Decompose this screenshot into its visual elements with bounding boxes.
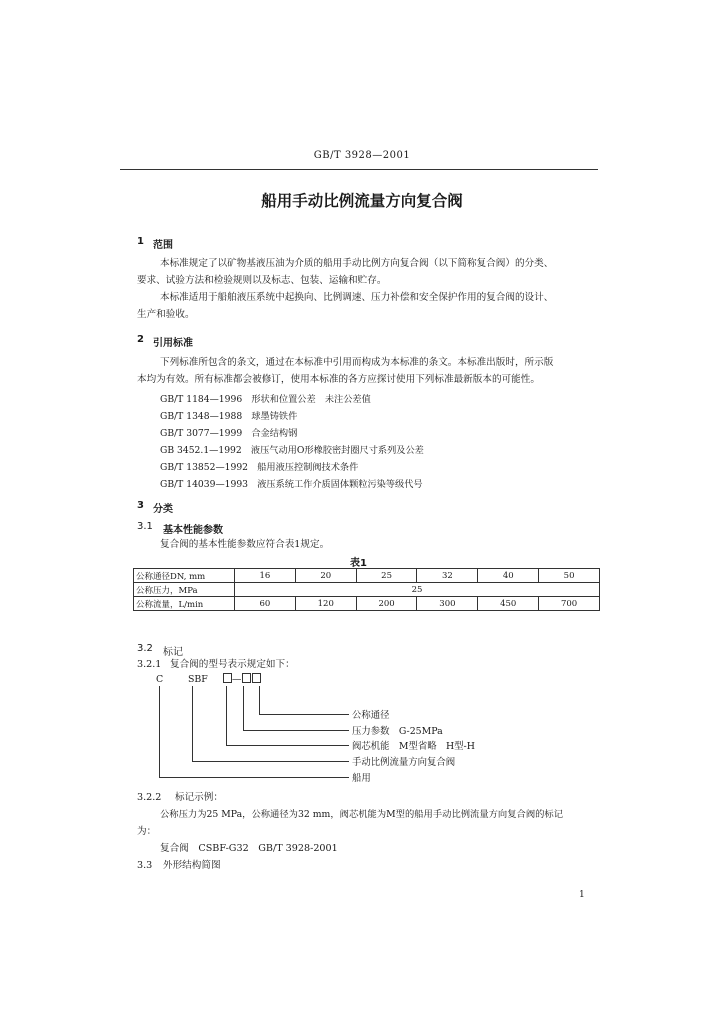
leader-line [259, 714, 349, 715]
leader-line [159, 777, 349, 778]
model-label: 手动比例流量方向复合阀 [352, 757, 456, 768]
section-1-heading: 范围 [153, 240, 173, 251]
model-label: 船用 [352, 773, 371, 784]
table-row-label: 公称通径DN, mm [134, 569, 235, 583]
table-cell: 25 [356, 569, 417, 583]
section-3-2-1-number: 3.2.1 [137, 659, 162, 670]
section-3-2-heading: 标记 [163, 647, 183, 658]
section-3-heading: 分类 [153, 504, 173, 515]
model-letters-sbf: SBF [188, 674, 208, 685]
section-2-intro-b: 本均为有效。所有标准都会被修订，使用本标准的各方应探讨使用下列标准最新版本的可能性。 [137, 374, 540, 385]
table-row-label: 公称压力，MPa [134, 583, 235, 597]
model-box [252, 673, 261, 683]
reference-item: GB/T 13852—1992 船用液压控制阀技术条件 [160, 462, 359, 473]
section-1-number: 1 [137, 236, 144, 247]
parameters-table [133, 568, 600, 611]
table-cell: 60 [235, 597, 296, 611]
table-cell: 200 [356, 597, 417, 611]
section-1-para-2a: 本标准适用于船舶液压系统中起换向、比例调速、压力补偿和安全保护作用的复合阀的设计、 [160, 292, 554, 303]
section-2-heading: 引用标准 [153, 338, 193, 349]
model-label: 公称通径 [352, 710, 390, 721]
leader-line [226, 686, 227, 745]
table-cell: 120 [295, 597, 356, 611]
table-cell: 32 [417, 569, 478, 583]
model-box [242, 673, 251, 683]
model-label: 压力参数 G-25MPa [352, 726, 443, 737]
section-2-intro-a: 下列标准所包含的条文，通过在本标准中引用而构成为本标准的条文。本标准出版时，所示版 [160, 357, 554, 368]
leader-line [243, 730, 349, 731]
header-rule [120, 169, 598, 170]
section-3-2-2-number: 3.2.2 [137, 792, 162, 803]
table-row [134, 583, 600, 597]
model-box [223, 673, 232, 683]
leader-line [192, 686, 193, 761]
section-3-2-2-heading: 标记示例： [175, 792, 223, 803]
section-3-3-heading: 外形结构简图 [163, 860, 221, 871]
document-title: 船用手动比例流量方向复合阀 [261, 192, 463, 210]
leader-line [259, 686, 260, 714]
reference-item: GB/T 1348—1988 球墨铸铁件 [160, 411, 298, 422]
table-row [134, 569, 600, 583]
table-caption: 表1 [350, 558, 367, 569]
table-cell: 450 [478, 597, 539, 611]
leader-line [192, 761, 349, 762]
section-3-1-number: 3.1 [137, 521, 153, 532]
table-cell: 20 [295, 569, 356, 583]
table-cell: 700 [539, 597, 600, 611]
table-row [134, 597, 600, 611]
marking-example: 复合阀 CSBF-G32 GB/T 3928-2001 [160, 843, 338, 854]
model-label: 阀芯机能 M型省略 H型-H [352, 741, 475, 752]
model-letter-c: C [156, 674, 164, 685]
model-code-boxes [222, 673, 261, 685]
section-3-3-number: 3.3 [137, 860, 153, 871]
table-cell: 50 [539, 569, 600, 583]
page-number: 1 [579, 890, 585, 900]
section-3-number: 3 [137, 500, 144, 511]
section-1-para-2b: 生产和验收。 [137, 309, 195, 320]
table-cell: 300 [417, 597, 478, 611]
section-2-number: 2 [137, 334, 144, 345]
reference-item: GB/T 1184—1996 形状和位置公差 未注公差值 [160, 394, 371, 405]
standard-code-header: GB/T 3928—2001 [313, 150, 411, 161]
reference-item: GB/T 14039—1993 液压系统工作介质固体颗粒污染等级代号 [160, 479, 423, 490]
reference-item: GB/T 3077—1999 合金结构钢 [160, 428, 298, 439]
section-1-para-1b: 要求、试验方法和检验规则以及标志、包装、运输和贮存。 [137, 275, 387, 286]
section-3-2-1-text: 复合阀的型号表示规定如下： [170, 659, 295, 670]
section-3-2-number: 3.2 [137, 643, 153, 654]
table-row-label: 公称流量，L/min [134, 597, 235, 611]
table-cell: 40 [478, 569, 539, 583]
leader-line [159, 686, 160, 777]
leader-line [243, 686, 244, 730]
table-cell: 25 [235, 583, 600, 597]
model-dash: — [232, 674, 242, 685]
leader-line [226, 745, 349, 746]
section-3-1-heading: 基本性能参数 [163, 525, 223, 536]
section-3-2-2-text-a: 公称压力为25 MPa，公称通径为32 mm，阀芯机能为M型的船用手动比例流量方向复合阀的标记 [160, 809, 564, 820]
reference-item: GB 3452.1—1992 液压气动用O形橡胶密封圈尺寸系列及公差 [160, 445, 424, 456]
section-3-1-text: 复合阀的基本性能参数应符合表1规定。 [160, 539, 330, 550]
table-cell: 16 [235, 569, 296, 583]
section-1-para-1a: 本标准规定了以矿物基液压油为介质的船用手动比例方向复合阀（以下简称复合阀）的分类、 [160, 258, 554, 269]
section-3-2-2-text-b: 为： [137, 826, 157, 837]
